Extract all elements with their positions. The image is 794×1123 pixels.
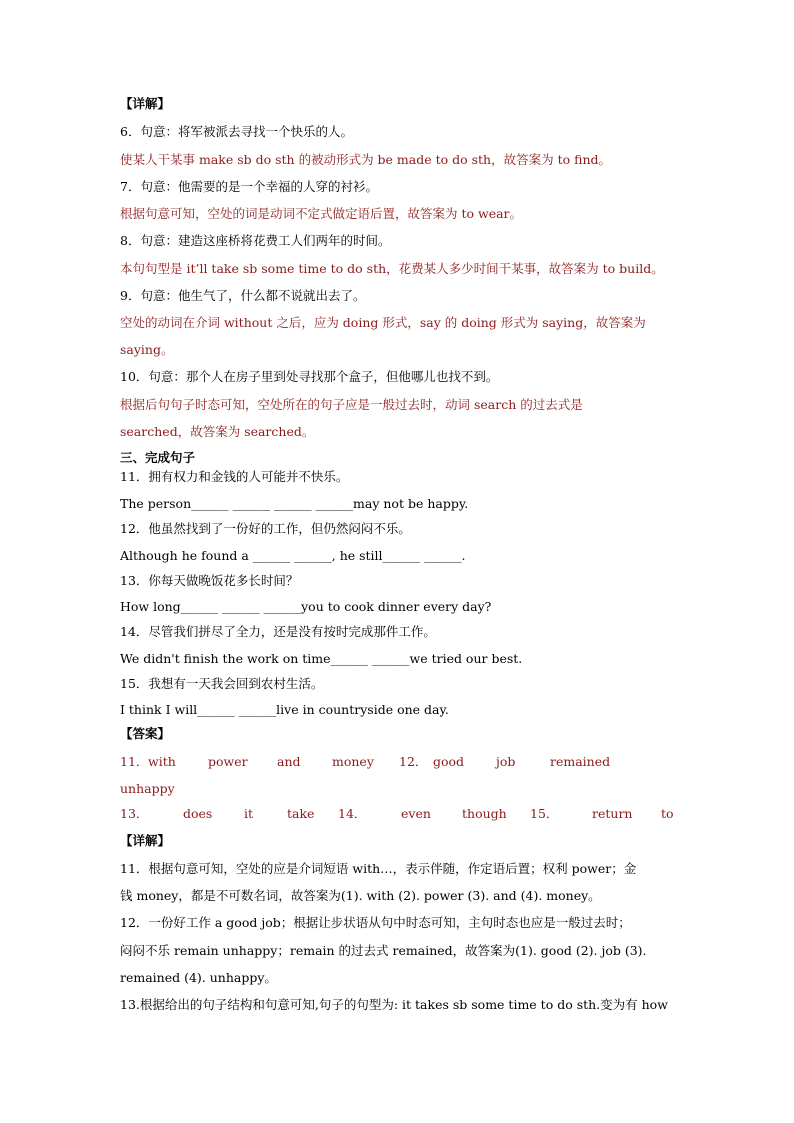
answer-item: take — [287, 806, 315, 821]
q11-explanation: 11．根据句意可知，空处的应是介词短语 with…，表示伴随，作定语后置；权利 power；金 — [120, 861, 637, 876]
answers-row-3 — [120, 806, 680, 822]
q13-sentence: How long______ ______ ______you to cook dinner every day? — [120, 599, 492, 614]
q10-explanation: 根据后句句子时态可知，空处所在的句子应是一般过去时，动词 search 的过去式是 — [120, 397, 583, 412]
answer-item: return — [592, 806, 633, 821]
answer-item: good — [433, 754, 465, 769]
q12-explanation-end: remained (4). unhappy。 — [120, 970, 277, 985]
answer-item: even — [401, 806, 431, 821]
answer-item: 15． — [530, 806, 559, 821]
q9-explanation: 空处的动词在介词 without 之后，应为 doing 形式，say 的 doing 形式为 saying，故答案为 — [120, 315, 646, 330]
q14-chinese: 14．尽管我们拼尽了全力，还是没有按时完成那件工作。 — [120, 624, 436, 639]
answers-row-1 — [120, 754, 680, 770]
detail-heading: 【详解】 — [120, 96, 171, 111]
q13-explanation: 13.根据给出的句子结构和句意可知,句子的句型为: it takes sb some time to do sth.变为有 how — [120, 997, 668, 1012]
q7-explanation: 根据句意可知，空处的词是动词不定式做定语后置，故答案为 to wear。 — [120, 206, 523, 221]
answer-item: power — [208, 754, 248, 769]
answer-item: 11． — [120, 754, 149, 769]
answer-item: with — [148, 754, 176, 769]
answer-item: and — [277, 754, 301, 769]
q15-sentence: I think I will______ ______live in countryside one day. — [120, 702, 449, 717]
q8-meaning: 8．句意：建造这座桥将花费工人们两年的时间。 — [120, 233, 391, 248]
answer-item: does — [183, 806, 213, 821]
section-heading: 三、完成句子 — [120, 450, 196, 465]
answers-row-2: unhappy — [120, 781, 175, 796]
detail-heading-2: 【详解】 — [120, 833, 171, 848]
answer-item: it — [244, 806, 254, 821]
answer-item: though — [462, 806, 507, 821]
q9-meaning: 9．句意：他生气了，什么都不说就出去了。 — [120, 288, 366, 303]
q12-explanation: 12．一份好工作 a good job；根据让步状语从句中时态可知，主句时态也应是一般过去时； — [120, 915, 631, 930]
answer-item: 14． — [338, 806, 367, 821]
answer-item: money — [332, 754, 374, 769]
answer-item: 13． — [120, 806, 149, 821]
q11-chinese: 11．拥有权力和金钱的人可能并不快乐。 — [120, 469, 349, 484]
q8-explanation: 本句句型是 it’ll take sb some time to do sth，花费某人多少时间干某事，故答案为 to build。 — [120, 261, 664, 276]
answer-item: 12． — [399, 754, 428, 769]
q13-chinese: 13．你每天做晚饭花多长时间？ — [120, 573, 299, 588]
answer-item: job — [496, 754, 516, 769]
q7-meaning: 7．句意：他需要的是一个幸福的人穿的衬衫。 — [120, 179, 378, 194]
q12-chinese: 12．他虽然找到了一份好的工作，但仍然闷闷不乐。 — [120, 521, 411, 536]
q15-chinese: 15．我想有一天我会回到农村生活。 — [120, 676, 324, 691]
q10-explanation-cont: searched，故答案为 searched。 — [120, 424, 315, 439]
q9-explanation-cont: saying。 — [120, 342, 174, 357]
answer-item: to — [661, 806, 674, 821]
q11-explanation-cont: 钱 money，都是不可数名词，故答案为(1). with (2). power (3). and (4). money。 — [120, 888, 601, 903]
q10-meaning: 10．句意：那个人在房子里到处寻找那个盒子，但他哪儿也找不到。 — [120, 369, 499, 384]
q14-sentence: We didn't finish the work on time______ ______we tried our best. — [120, 651, 523, 666]
q6-meaning: 6．句意：将军被派去寻找一个快乐的人。 — [120, 124, 353, 139]
answer-item: remained — [550, 754, 611, 769]
answer-heading: 【答案】 — [120, 726, 171, 741]
q11-sentence: The person______ ______ ______ ______may not be happy. — [120, 496, 469, 511]
q12-sentence: Although he found a ______ ______, he still______ ______. — [120, 548, 466, 563]
q6-explanation: 使某人干某事 make sb do sth 的被动形式为 be made to do sth，故答案为 to find。 — [120, 152, 611, 167]
q12-explanation-cont: 闷闷不乐 remain unhappy；remain 的过去式 remained，故答案为(1). good (2). job (3). — [120, 943, 647, 958]
